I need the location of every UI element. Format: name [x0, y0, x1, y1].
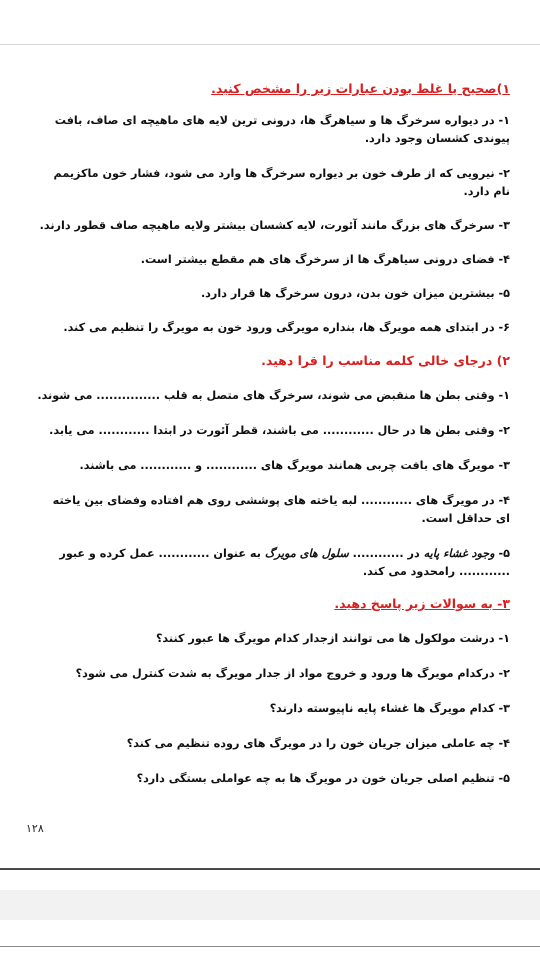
- section2-item-5-part-2: در ............: [348, 547, 424, 560]
- section2-item-4: ۴- در مویرگ های ............ لبه یاخته های پوششی روی هم افتاده وفضای بین یاخته ای حداقل است.: [52, 494, 510, 525]
- section2-item-5-italic-2: سلول های مویرگ: [264, 547, 349, 560]
- page-number: ۱۲۸: [26, 822, 44, 835]
- section3-title: ۳- به سوالات زیر پاسخ دهید.: [334, 596, 510, 611]
- section1-item-6: ۶- در ابتدای همه مویرگ ها، بنداره مویرگی ورود خون به مویرگ را تنظیم می کند.: [63, 321, 510, 334]
- section2-item-5-prefix: ۵-: [494, 547, 510, 560]
- section1-item-4: ۴- فضای درونی سیاهرگ ها از سرخرگ های هم مقطع بیشتر است.: [140, 253, 510, 266]
- section3-item-4: ۴- چه عاملی میزان جریان خون را در مویرگ های روده تنظیم می کند؟: [126, 737, 510, 750]
- section3-item-2: ۲- درکدام مویرگ ها ورود و خروج مواد از جدار مویرگ به شدت کنترل می شود؟: [75, 667, 510, 680]
- section1-item-1: ۱- در دیواره سرخرگ ها و سیاهرگ ها، درونی ترین لایه های ماهیچه ای صاف، بافت پیوندی کشسان وجود دارد.: [54, 114, 510, 145]
- section3-item-1: ۱- درشت مولکول ها می توانند ازجدار کدام مویرگ ها عبور کنند؟: [155, 632, 510, 645]
- section2-item-2: ۲- وقتی بطن ها در حال ............ می باشند، قطر آئورت در ابتدا ............ می یابد.: [49, 424, 510, 437]
- page-bottom-rule: [0, 868, 540, 870]
- section1-item-3: ۳- سرخرگ های بزرگ مانند آئورت، لایه کشسان بیشتر ولایه ماهیچه صاف قطور دارند.: [39, 219, 510, 232]
- section2-item-5-part-3: به عنوان ............ عمل کرده و عبور ............ رامحدود می کند.: [59, 547, 510, 578]
- section2-title: ۲) درجای خالی کلمه مناسب را قرا دهید.: [261, 353, 510, 368]
- section2-item-1: ۱- وقتی بطن ها منقبض می شوند، سرخرگ های متصل به قلب ............... می شوند.: [37, 389, 510, 402]
- worksheet-page: [36, 66, 510, 788]
- section1-item-5: ۵- بیشترین میزان خون بدن، درون سرخرگ ها قرار دارد.: [200, 287, 510, 300]
- section2-item-5-italic-1: وجود غشاء پایه: [423, 547, 495, 560]
- section3-item-5: ۵- تنظیم اصلی جریان خون در مویرگ ها به چه عواملی بستگی دارد؟: [136, 772, 510, 785]
- viewer-bottom-rule: [0, 946, 540, 947]
- section3-item-3: ۳- کدام مویرگ ها غشاء پایه ناپیوسته دارند؟: [269, 702, 510, 715]
- section2-item-3: ۳- مویرگ های بافت چربی همانند مویرگ های ............ و ............ می باشند.: [79, 459, 510, 472]
- section1-item-2: ۲- نیرویی که از طرف خون بر دیواره سرخرگ ها وارد می شود، فشار خون ماکزیمم نام دارد.: [53, 167, 510, 198]
- section1-title: ۱)صحیح یا غلط بودن عبارات زیر را مشخص کنید.: [211, 81, 510, 96]
- viewer-gray-band: [0, 890, 540, 920]
- section2-item-5: [36, 545, 510, 581]
- top-rule: [0, 44, 540, 45]
